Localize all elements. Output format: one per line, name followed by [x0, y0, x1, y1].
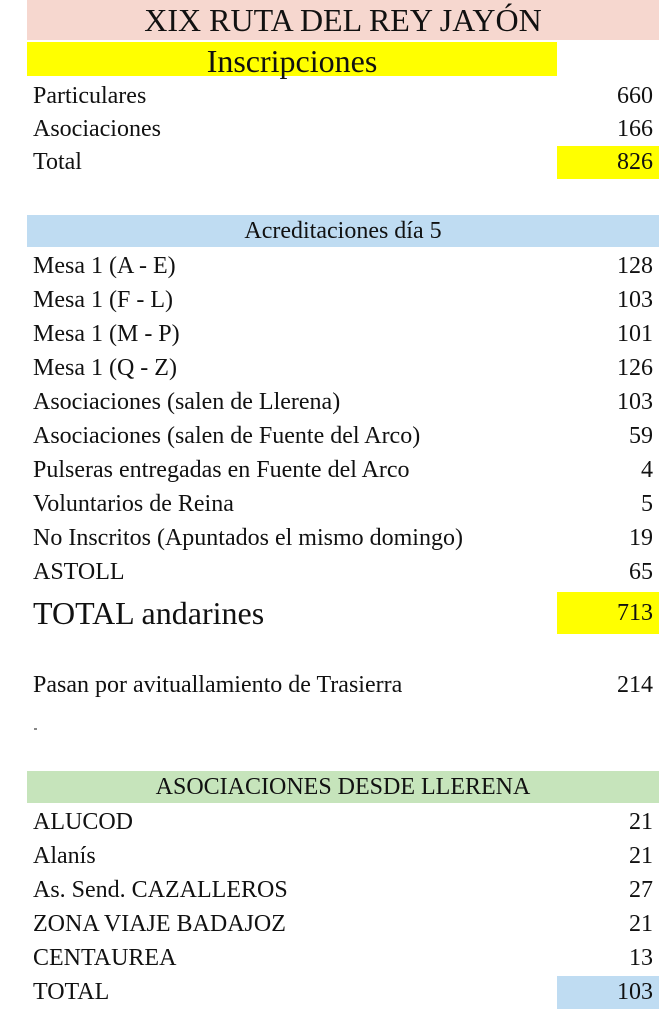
row-label: TOTAL: [33, 979, 110, 1005]
row-label: As. Send. CAZALLEROS: [33, 877, 288, 903]
row-label: Particulares: [33, 83, 147, 109]
table-row: [33, 284, 653, 317]
acreditaciones-total-row: [33, 592, 653, 634]
row-value: 101: [617, 321, 653, 347]
table-row: [33, 80, 653, 113]
row-label: ASTOLL: [33, 559, 125, 585]
table-row: [33, 942, 653, 975]
row-label: Mesa 1 (Q - Z): [33, 355, 177, 381]
row-value: 21: [629, 809, 653, 835]
row-label: ALUCOD: [33, 809, 133, 835]
row-value: 214: [617, 672, 653, 698]
row-value: 103: [617, 979, 653, 1005]
row-label: Asociaciones (salen de Llerena): [33, 389, 341, 415]
table-row: [33, 420, 653, 453]
table-row: [33, 522, 653, 555]
row-value: 826: [617, 149, 653, 175]
row-label: Asociaciones (salen de Fuente del Arco): [33, 423, 421, 449]
row-label: Asociaciones: [33, 116, 161, 142]
row-value: 166: [617, 116, 653, 142]
row-value: 21: [629, 911, 653, 937]
table-row: [33, 488, 653, 521]
row-value: 713: [617, 600, 653, 626]
table-row: [33, 908, 653, 941]
table-row: [33, 454, 653, 487]
row-value: 126: [617, 355, 653, 381]
row-value: 27: [629, 877, 653, 903]
row-label: Mesa 1 (F - L): [33, 287, 173, 313]
trasierra-row: [33, 669, 653, 702]
row-label: TOTAL andarines: [33, 595, 265, 631]
table-row: [33, 386, 653, 419]
table-row: [33, 352, 653, 385]
row-value: 4: [641, 457, 653, 483]
row-label: Alanís: [33, 843, 96, 869]
asociaciones-total-row: [33, 976, 653, 1009]
row-label: Total: [33, 149, 82, 175]
row-label: CENTAUREA: [33, 945, 177, 971]
inscripciones-total-row: [33, 146, 653, 179]
acreditaciones-heading: Acreditaciones día 5: [27, 215, 659, 247]
row-label: Voluntarios de Reina: [33, 491, 234, 517]
row-value: 59: [629, 423, 653, 449]
table-row: [33, 318, 653, 351]
row-value: 19: [629, 525, 653, 551]
inscripciones-heading: Inscripciones: [27, 42, 557, 76]
row-value: 660: [617, 83, 653, 109]
row-label: Pasan por avituallamiento de Trasierra: [33, 672, 403, 698]
row-label: Pulseras entregadas en Fuente del Arco: [33, 457, 410, 483]
row-value: 128: [617, 253, 653, 279]
row-value: 5: [641, 491, 653, 517]
row-value: 103: [617, 389, 653, 415]
page-title: XIX RUTA DEL REY JAYÓN: [27, 0, 659, 40]
table-row: [33, 250, 653, 283]
row-label: Mesa 1 (A - E): [33, 253, 176, 279]
row-value: 65: [629, 559, 653, 585]
row-label: ZONA VIAJE BADAJOZ: [33, 911, 286, 937]
table-row: [33, 806, 653, 839]
row-value: 13: [629, 945, 653, 971]
table-row: [33, 556, 653, 589]
row-value: 103: [617, 287, 653, 313]
asociaciones-llerena-heading: ASOCIACIONES DESDE LLERENA: [27, 771, 659, 803]
row-label: Mesa 1 (M - P): [33, 321, 180, 347]
table-row: [33, 874, 653, 907]
table-row: [33, 840, 653, 873]
row-value: 21: [629, 843, 653, 869]
row-label: No Inscritos (Apuntados el mismo domingo): [33, 525, 463, 551]
table-row: [33, 113, 653, 146]
stray-mark: [34, 728, 37, 730]
